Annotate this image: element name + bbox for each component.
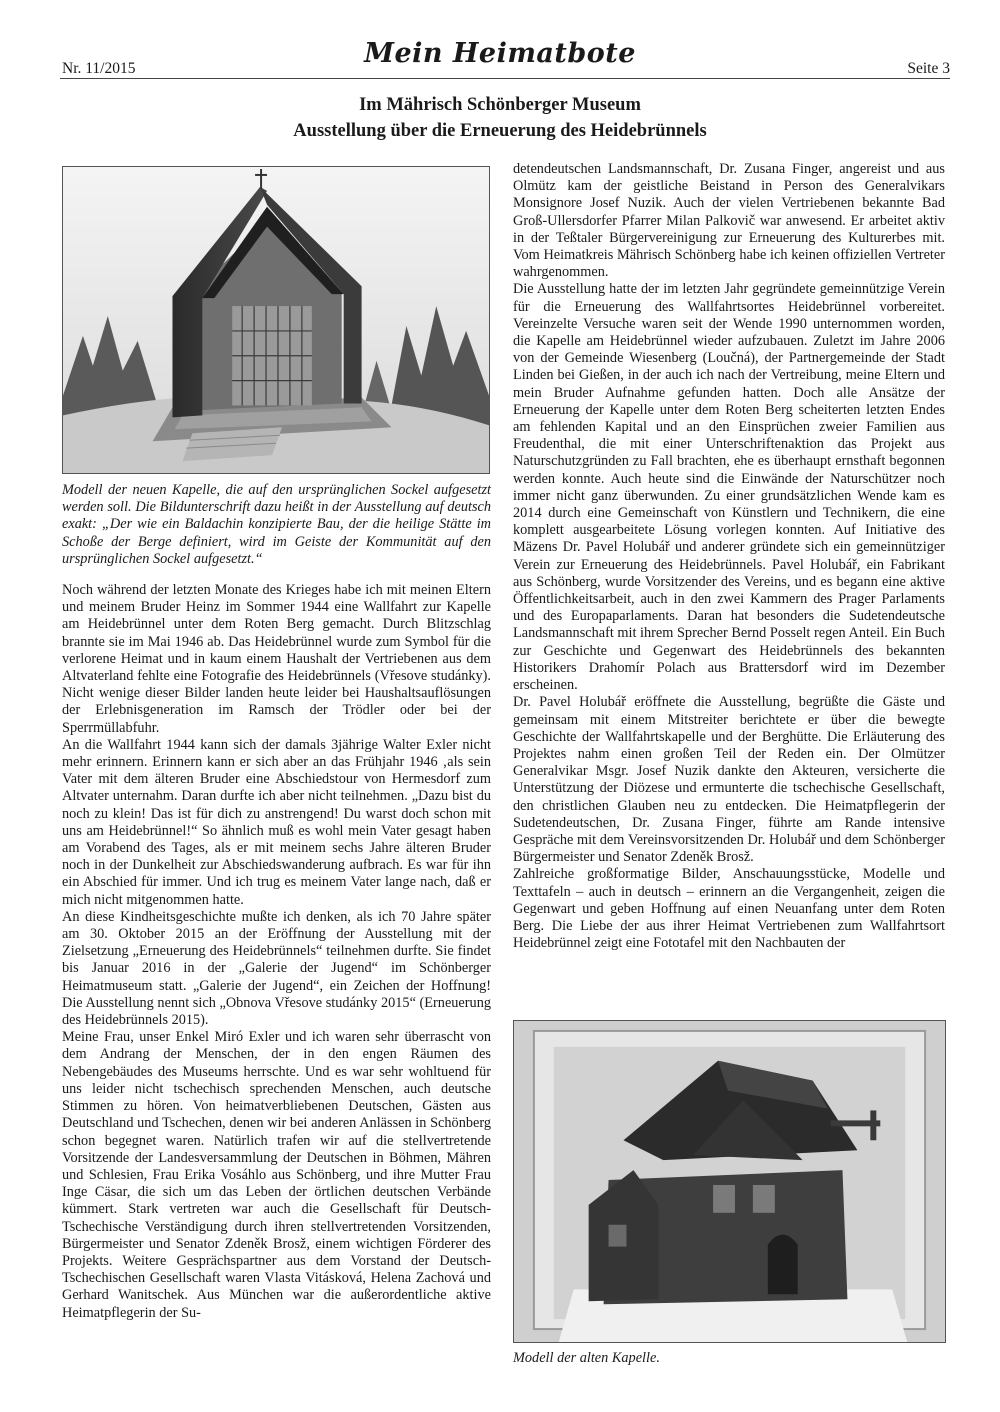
issue-number: Nr. 11/2015 — [62, 60, 136, 77]
paragraph: An die Wallfahrt 1944 kann sich der damals 3jährige Walter Exler nicht mehr erinnern. Erinnern kann er sich aber an das Frühjahr 1946 ‚als sein Vater mit dem älteren Bruder eine Abschiedstour von Hermesdorf zum Altvater unternahm. Daran durfte ich aber nicht teilnehmen. „Dazu bist du noch zu klein! Das ist für dich zu anstrengend! Du warst doch schon mit uns am Heidebrünnel!“ So ähnlich muß es wohl mein Vater gesagt haben am Vorabend des Tages, als er mit meinem sechs Jahre älteren Bruder noch in der Dunkelheit zur Abschiedswanderung aufbrach. Es war für ihn ein Abschied für immer. Und ich trug es meinem Vater lange nach, daß er mich nicht mitgenommen hatte. — [62, 736, 491, 908]
paragraph: Die Ausstellung hatte der im letzten Jahr gegründete gemeinnützige Verein für die Erneuerung des Wallfahrtsortes Heidebrünnel vorbereitet. Vereinzelte Versuche waren seit der Wende 1990 unternommen worden, die Kapelle am Heidebrünnel wieder aufzubauen. Zuletzt im Jahre 2006 von der Gemeinde Wiesenberg (Loučná), der Partnergemeinde der Stadt Linden bei Gießen, in der auch ich nach der Vertreibung, meine Eltern und mein Bruder Aufnahme gefunden hatten. Doch alle Ansätze der Erneuerung der Kapelle unter dem Roten Berg scheiterten letzten Endes am fehlenden Kapital und an den Einsprüchen zweier Familien aus Freudenthal, die mit einer Unterschriftenaktion das Projekt aus Naturschutzgründen zu Fall brachten, ehe es überhaupt ernsthaft begonnen werden konnte. Auch heute sind die Einwände der Naturschützer noch immer nicht ganz überwunden. Zu einer grundsätzlichen Wende kam es 2014 durch eine Gemeinschaft von Künstlern und Technikern, die eine komplett ausgearbeitete Lösung vorlegen konnten. Auf Initiative des Mäzens Dr. Pavel Holubář und anderer gründete sich ein gemeinnütziger Verein zur Erneuerung des Heidebrünnels. Pavel Holubář, ein Fabrikant aus Schönberg, wurde Vorsitzender des Vereins, und es begann eine aktive Öffentlichkeitsarbeit, auch in den zwei Kammern des Prager Parlaments und des Europaparlaments. Daran hat besonders die Sudetendeutsche Landsmannschaft mit ihrem Sprecher Bernd Posselt regen Anteil. Ein Buch zur Geschichte und Gegenwart des Heidebrünnels des bekannten Historikers Drahomír Polach aus Brattersdorf wird im Dezember erscheinen. — [513, 281, 945, 694]
old-chapel-model-photo — [513, 1020, 946, 1343]
paragraph: Zahlreiche großformatige Bilder, Anschauungsstücke, Modelle und Texttafeln – auch in deutsch – erinnern an die Vergangenheit, zeigen die Gegenwart und geben Hoffnung auf einen Neuanfang unter dem Roten Berg. Die Liebe der aus ihrer Heimat Vertriebenen zum Wallfahrtsort Heidebrünnel zeigt eine Fototafel mit den Nachbauten der — [513, 866, 945, 952]
article-title — [160, 92, 840, 144]
paragraph: Dr. Pavel Holubář eröffnete die Ausstellung, begrüßte die Gäste und gemeinsam mit einem Mitstreiter berichtete er über die bewegte Geschichte der Wallfahrtskapelle und der Berghütte. Die Erläuterung des Projektes nahm einen großen Teil der Reden ein. Der Olmützer Generalvikar Msgr. Josef Nuzik dankte den Akteuren, versicherte die Unterstützung der Diözese und ermunterte die tschechische Gesellschaft, den christlichen Glauben neu zu entdecken. Die Heimatpflegerin der Sudetendeutschen, Dr. Zusana Finger, führte am Rande intensive Gespräche mit dem Vereinsvorsitzenden Dr. Holubář und dem Schönberger Bürgermeister und Senator Zdeněk Brosž. — [513, 694, 945, 866]
paragraph: An diese Kindheitsgeschichte mußte ich denken, als ich 70 Jahre später am 30. Oktober 2015 an der Eröffnung der Ausstellung mit der Zielsetzung „Erneuerung des Heidebrünnels“ teilnehmen durfte. Sie findet bis Januar 2016 in der „Galerie der Jugend“ im Schönberger Heimatmuseum statt. „Galerie der Jugend“, ein Zeichen der Hoffnung! Die Ausstellung nennt sich „Obnova Vřesove studánky 2015“ (Erneuerung des Heidebrünnels 2015). — [62, 908, 491, 1029]
masthead-logo: Mein Heimatbote — [364, 38, 636, 69]
old-chapel-model-image — [514, 1021, 945, 1342]
old-chapel-model-caption: Modell der alten Kapelle. — [513, 1350, 660, 1366]
chapel-model-image — [63, 167, 489, 473]
article-title-line-1: Im Mährisch Schönberger Museum — [359, 95, 641, 115]
right-column — [513, 161, 945, 952]
article-title-line-2: Ausstellung über die Erneuerung des Heidebrünnels — [293, 121, 707, 141]
paragraph: detendeutschen Landsmannschaft, Dr. Zusana Finger, angereist und aus Olmütz kam der geistliche Beistand in Person des Generalvikars Monsignore Josef Nuzik. Auch der vielen Vertriebenen bekannte Bad Groß-Ullersdorfer Pfarrer Milan Palkovič war anwesend. Er arbeitet aktiv in der Teßtaler Bürgervereinigung zur Erneuerung des Kulturerbes mit. Vom Heimatkreis Mährisch Schönberg habe ich keinen offiziellen Vertreter wahrgenommen. — [513, 161, 945, 281]
chapel-model-caption: Modell der neuen Kapelle, die auf den ursprünglichen Sockel aufgesetzt werden soll. Die Bildunterschrift dazu heißt in der Ausstellung auf deutsch exakt: „Der wie ein Baldachin konzipierte Bau, der die heilige Stätte im Schoße der Berge definiert, wird im Geiste der Kommunität auf den ursprünglichen Sockel aufgesetzt.“ — [62, 482, 491, 567]
header-rule — [60, 78, 950, 79]
page-number: Seite 3 — [907, 60, 950, 77]
chapel-model-photo — [62, 166, 490, 474]
left-column — [62, 582, 491, 1322]
paragraph: Noch während der letzten Monate des Krieges habe ich mit meinen Eltern und meinem Bruder Heinz im Sommer 1944 eine Wallfahrt zur Kapelle am Heidebrünnel unter dem Roten Berg gemacht. Durch Blitzschlag brannte sie im Mai 1946 ab. Das Heidebrünnel wurde zum Symbol für die verlorene Heimat und in kaum einem Haushalt der Vertriebenen aus dem Altvaterland fehlte eine Fotografie des Heidebrünnels (Vřesove studánky). Nicht wenige dieser Bilder landen heute leider bei Haushaltsauflösungen der Erlebnisgeneration im Ramsch der Trödler oder bei der Sperrmüllabfuhr. — [62, 582, 491, 736]
paragraph: Meine Frau, unser Enkel Miró Exler und ich waren sehr überrascht von dem Andrang der Menschen, der in den engen Räumen des Nebengebäudes des Museums herrschte. Und es war sehr wohltuend für uns leider nicht tschechisch sprechenden Menschen, auch deutsche Stimmen zu hören. Von heimatverbliebenen Deutschen, Gästen aus Deutschland und Tschechen, denen wir bei anderen Anlässen in Schönberg schon begegnet waren. Natürlich trafen wir auf die stellvertretende Vorsitzende der Landesversammlung der Deutschen in Böhmen, Mähren und Schlesien, Frau Erika Vosáhlo aus Schönberg, und ihre Mutter Frau Inge Cäsar, die sich um das Leben der örtlichen deutschen Verbände kümmert. Stark vertreten war auch die Gesellschaft für Deutsch-Tschechische Verständigung durch ihren stellvertretenden Vorsitzenden, Bürgermeister und Senator Zdeněk Brosž, einem wichtigen Förderer des Projekts. Weitere Gesprächspartner aus dem Vorstand der Deutsch-Tschechischen Gesellschaft waren Vlasta Vitásková, Helena Zachová und Gerhard Wanitschek. Aus München war die außerordentliche aktive Heimatpflegerin der Su- — [62, 1029, 491, 1321]
